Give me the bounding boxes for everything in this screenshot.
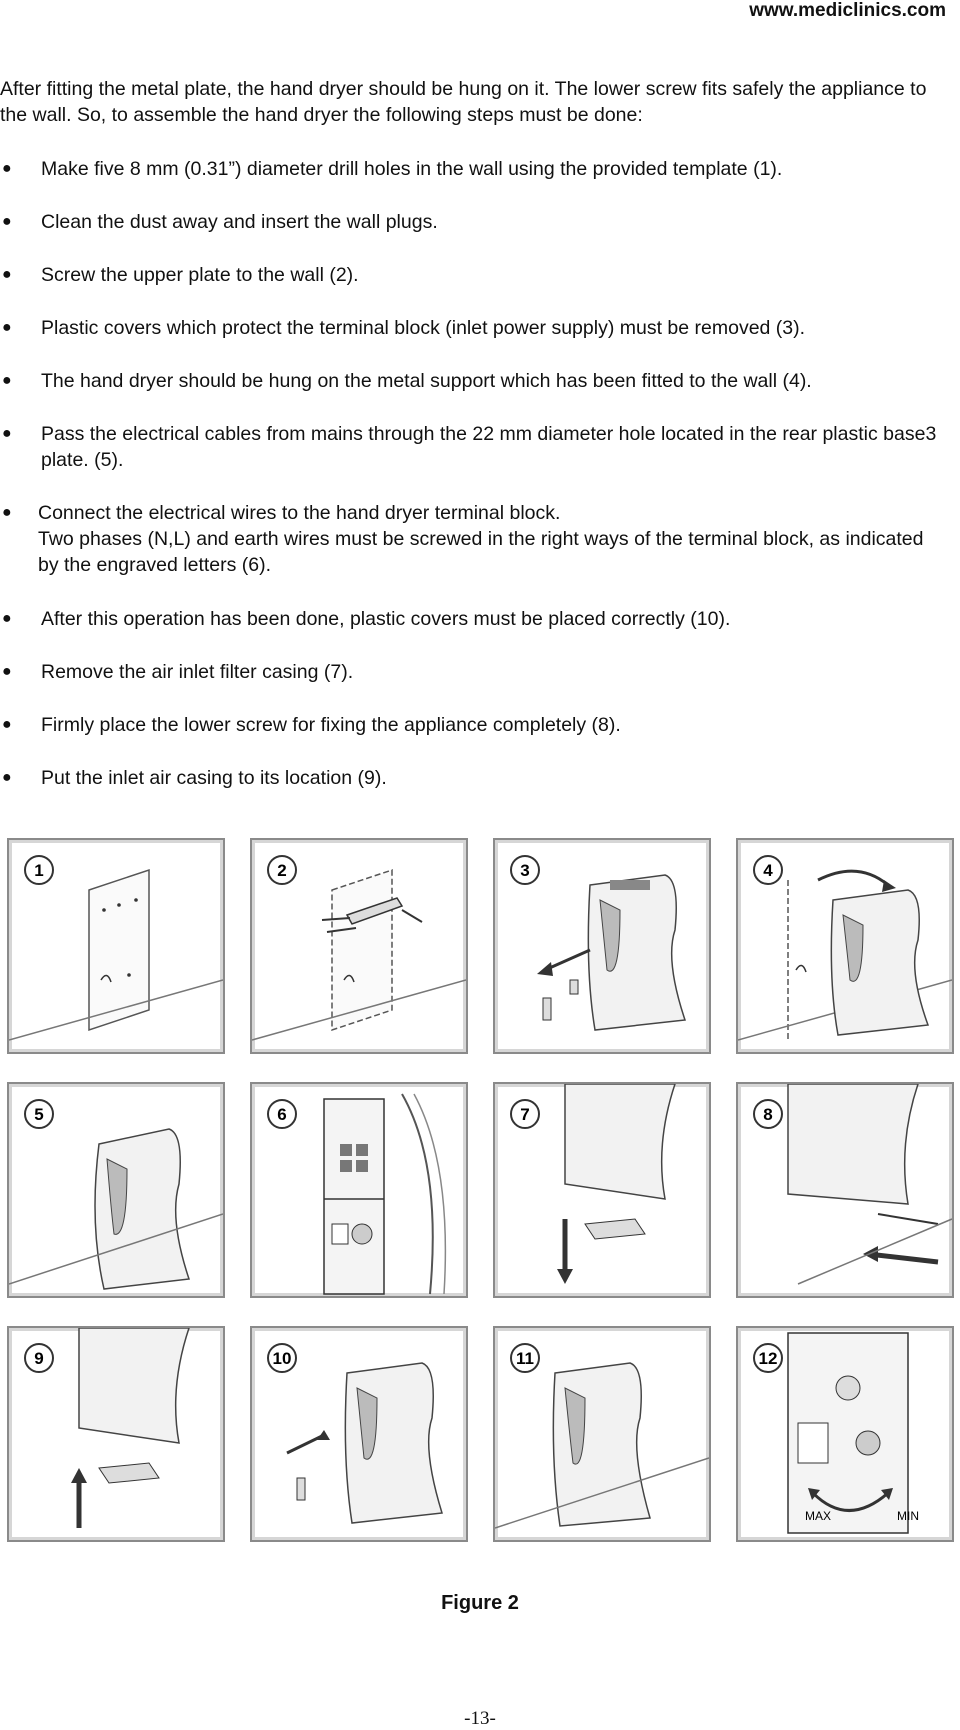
figure-panel-10 <box>250 1326 468 1542</box>
panel-number: 8 <box>763 1105 773 1124</box>
max-label: MAX <box>804 1509 832 1523</box>
panel-number: 5 <box>34 1105 44 1124</box>
list-item-text: Put the inlet air casing to its location (9). <box>41 767 387 789</box>
bullet-icon: ● <box>2 663 12 680</box>
bullet-icon: ● <box>2 769 12 786</box>
figure-panel-7 <box>493 1082 711 1298</box>
list-item-text: Pass the electrical cables from mains through the 22 mm diameter hole located in the rear plastic base3 plate. (5). <box>41 423 937 471</box>
panel-number: 3 <box>520 861 530 880</box>
figure-panel-8 <box>736 1082 954 1298</box>
lower-screw-illustration <box>738 1084 952 1296</box>
bullet-icon: ● <box>2 425 12 442</box>
bullet-icon: ● <box>2 319 12 336</box>
figure-panel-4 <box>736 838 954 1054</box>
bullet-icon: ● <box>2 160 12 177</box>
replace-covers-illustration <box>252 1328 466 1540</box>
panel-number: 10 <box>272 1349 292 1368</box>
intro-paragraph: After fitting the metal plate, the hand dryer should be hung on it. The lower screw fits safely the appliance to the wall. So, to assemble the hand dryer the following steps must be done: <box>0 78 927 126</box>
figure-panel-1 <box>7 838 225 1054</box>
figure-panel-3 <box>493 838 711 1054</box>
figure-panel-9 <box>7 1326 225 1542</box>
panel-number: 7 <box>520 1105 530 1124</box>
list-item-text: Plastic covers which protect the terminal block (inlet power supply) must be removed (3). <box>41 317 806 339</box>
list-item-text: Firmly place the lower screw for fixing the appliance completely (8). <box>41 714 621 736</box>
installed-dryer-illustration <box>495 1328 709 1540</box>
bullet-icon: ● <box>2 266 12 283</box>
page-number: -13- <box>464 1708 496 1729</box>
adjustment-dial-illustration <box>738 1328 952 1540</box>
figure-panel-6 <box>250 1082 468 1298</box>
bullet-icon: ● <box>2 372 12 389</box>
list-item-text: After this operation has been done, plastic covers must be placed correctly (10). <box>41 608 731 630</box>
cable-pass-illustration <box>9 1084 223 1296</box>
terminal-block-illustration <box>252 1084 466 1296</box>
covers-removed-illustration <box>495 840 709 1052</box>
panel-number: 2 <box>277 861 287 880</box>
panel-number: 1 <box>34 861 44 880</box>
upper-plate-illustration <box>252 840 466 1052</box>
wall-template-illustration <box>9 840 223 1052</box>
figure-panel-11 <box>493 1326 711 1542</box>
bullet-icon: ● <box>2 610 12 627</box>
bullet-icon: ● <box>2 213 12 230</box>
panel-number: 9 <box>34 1349 44 1368</box>
figure-panel-2 <box>250 838 468 1054</box>
panel-number: 11 <box>516 1349 534 1368</box>
panel-number: 4 <box>763 861 773 880</box>
list-item-text: The hand dryer should be hung on the metal support which has been fitted to the wall (4). <box>41 370 812 392</box>
figure-caption: Figure 2 <box>441 1592 519 1614</box>
list-item-text: Make five 8 mm (0.31”) diameter drill holes in the wall using the provided template (1). <box>41 158 783 180</box>
remove-filter-illustration <box>495 1084 709 1296</box>
figure-panel-5 <box>7 1082 225 1298</box>
replace-casing-illustration <box>9 1328 223 1540</box>
list-item-text: Screw the upper plate to the wall (2). <box>41 264 359 286</box>
figure-panel-12 <box>736 1326 954 1542</box>
hang-dryer-illustration <box>738 840 952 1052</box>
panel-number: 6 <box>277 1105 287 1124</box>
bullet-icon: ● <box>2 716 12 733</box>
list-item-text: Connect the electrical wires to the hand dryer terminal block. Two phases (N,L) and earth wires must be screwed in the right ways of the terminal block, as indicated by the engraved letters (6). <box>38 502 924 576</box>
min-label: MIN <box>897 1509 919 1523</box>
list-item-text: Clean the dust away and insert the wall plugs. <box>41 211 438 233</box>
header-url: www.mediclinics.com <box>749 0 946 21</box>
bullet-icon: ● <box>2 504 12 521</box>
list-item-text: Remove the air inlet filter casing (7). <box>41 661 354 683</box>
panel-number: 12 <box>758 1349 778 1368</box>
